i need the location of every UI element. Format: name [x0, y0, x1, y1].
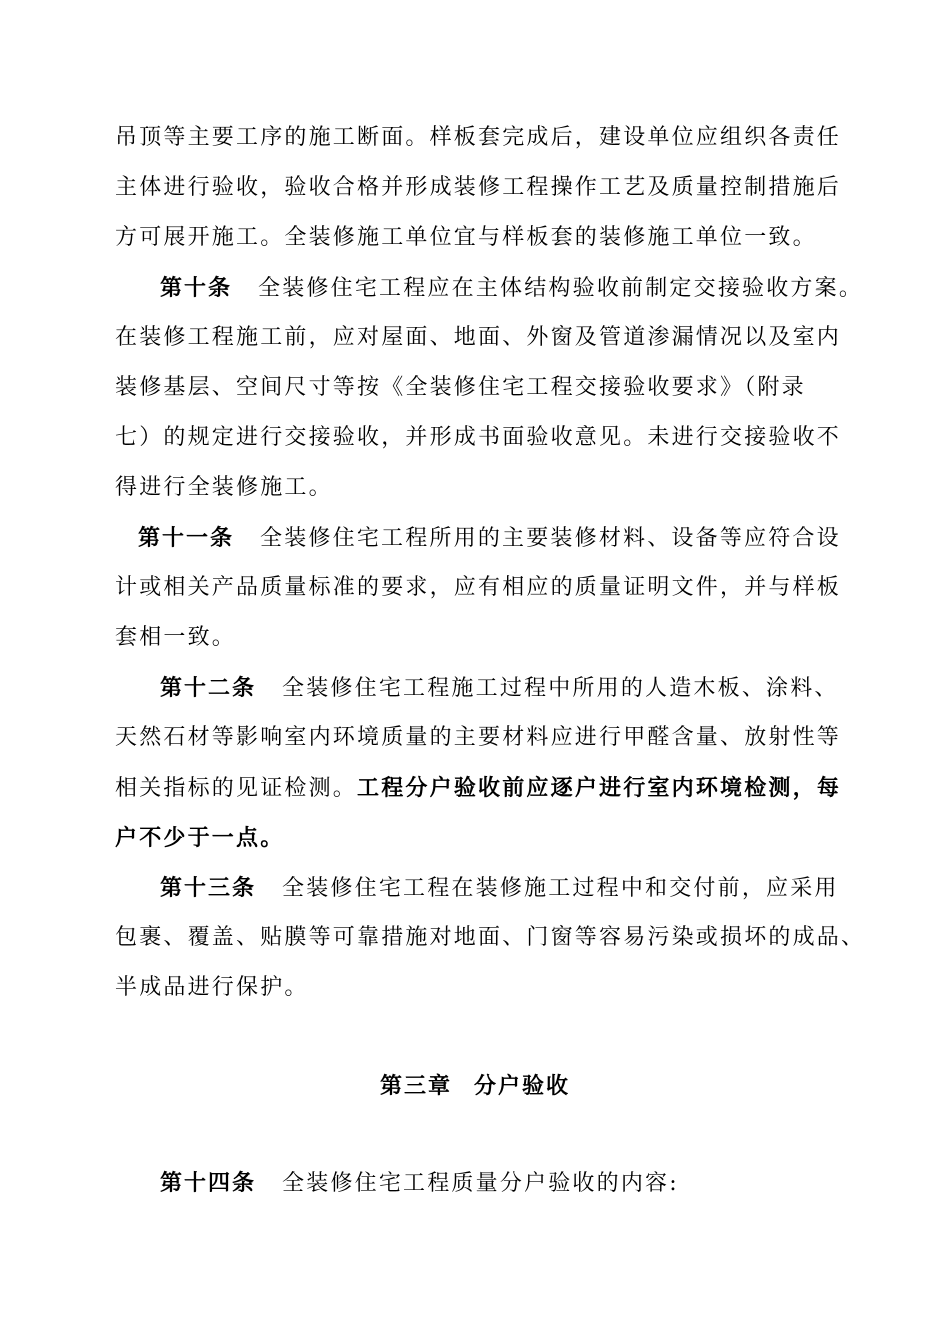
article-12-label: 第十二条	[160, 675, 257, 701]
article-10-line-4: 七）的规定进行交接验收，并形成书面验收意见。未进行交接验收不	[115, 425, 842, 450]
article-12-line-4: 户不少于一点。	[115, 825, 285, 851]
article-11-text-1: 全装修住宅工程所用的主要装修材料、设备等应符合设	[260, 526, 841, 551]
chapter-heading	[0, 1071, 950, 1101]
chapter-number: 第三章	[379, 1073, 452, 1099]
article-10-line-5: 得进行全装修施工。	[115, 475, 333, 500]
article-14-label: 第十四条	[160, 1170, 257, 1196]
article-14-line-1	[160, 1168, 679, 1199]
article-10-label: 第十条	[160, 275, 233, 301]
article-12-line-2: 天然石材等影响室内环境质量的主要材料应进行甲醛含量、放射性等	[115, 725, 842, 750]
article-11-line-1	[138, 523, 841, 554]
article-12-line-3	[115, 773, 841, 804]
article-13-line-1	[160, 873, 839, 904]
article-13-text-1: 全装修住宅工程在装修施工过程中和交付前，应采用	[282, 876, 839, 901]
article-10-line-2: 在装修工程施工前，应对屋面、地面、外窗及管道渗漏情况以及室内	[115, 325, 842, 350]
article-13-line-2: 包裹、覆盖、贴膜等可靠措施对地面、门窗等容易污染或损坏的成品、	[115, 925, 866, 950]
article-12-text-3-normal: 相关指标的见证检测。	[115, 776, 358, 801]
article-11-line-2: 计或相关产品质量标准的要求，应有相应的质量证明文件，并与样板	[115, 575, 842, 600]
intro-line-2: 主体进行验收，验收合格并形成装修工程操作工艺及质量控制措施后	[115, 175, 842, 200]
article-13-label: 第十三条	[160, 875, 257, 901]
article-12-text-1: 全装修住宅工程施工过程中所用的人造木板、涂料、	[282, 676, 839, 701]
article-14-text-1: 全装修住宅工程质量分户验收的内容:	[282, 1171, 679, 1196]
article-12-text-3-bold: 工程分户验收前应逐户进行室内环境检测，每	[357, 775, 842, 801]
article-10-line-1	[160, 273, 863, 304]
article-11-label: 第十一条	[138, 525, 235, 551]
article-13-line-3: 半成品进行保护。	[115, 975, 309, 1000]
article-12-line-1	[160, 673, 839, 704]
intro-line-3: 方可展开施工。全装修施工单位宜与样板套的装修施工单位一致。	[115, 225, 817, 250]
intro-line-1: 吊顶等主要工序的施工断面。样板套完成后，建设单位应组织各责任	[115, 125, 842, 150]
chapter-title: 分户验收	[474, 1073, 571, 1099]
article-10-line-3: 装修基层、空间尺寸等按《全装修住宅工程交接验收要求》（附录	[115, 375, 806, 400]
article-11-line-3: 套相一致。	[115, 625, 237, 650]
article-10-text-1: 全装修住宅工程应在主体结构验收前制定交接验收方案。	[258, 276, 864, 301]
